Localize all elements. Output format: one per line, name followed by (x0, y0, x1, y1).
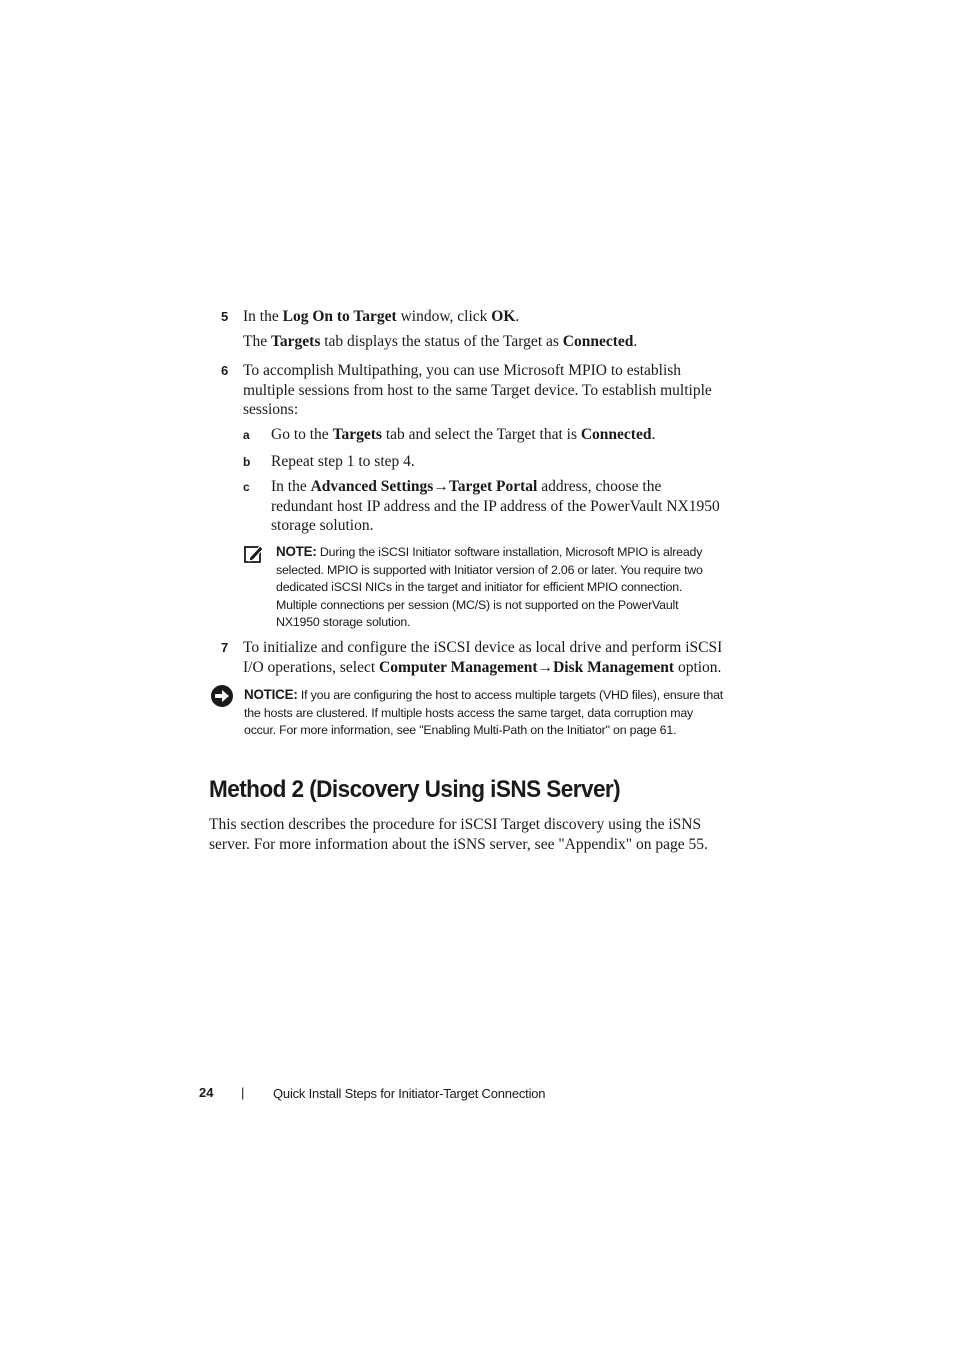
step-6-text: To accomplish Multipathing, you can use Microsoft MPIO to establish multiple sessions from host to the same Target device. To establish multiple sessions: (243, 362, 712, 419)
ok-label: OK (491, 308, 516, 325)
substep-letter-c: c (243, 480, 250, 494)
page-number: 24 (199, 1085, 214, 1100)
notice-text: NOTICE: If you are configuring the host to access multiple targets (VHD files), ensure that the hosts are clustered. If multiple hosts access the same target, data corruption may occur. For more information, see "Enabling Multi-Path on the Initiator" on page 61. (244, 687, 723, 738)
substep-a-text: Go to the Targets tab and select the Target that is Connected. (271, 426, 656, 443)
notice-arrow-icon (210, 684, 234, 708)
step-number-5: 5 (221, 309, 229, 324)
substep-b-text: Repeat step 1 to step 4. (271, 453, 415, 470)
section-body: This section describes the procedure for iSCSI Target discovery using the iSNS server. For more information about the iSNS server, see "Appendix" on page 55. (209, 816, 708, 853)
footer-title: Quick Install Steps for Initiator-Target Connection (273, 1086, 546, 1101)
notice-label: NOTICE: (244, 687, 298, 702)
step-5-text: In the Log On to Target window, click OK. (243, 308, 520, 325)
substep-letter-b: b (243, 455, 251, 469)
note-text: NOTE: During the iSCSI Initiator software installation, Microsoft MPIO is already selected. MPIO is supported with Initiator version of 2.06 or later. You require two dedicated iSCSI NICs in the target and initiator for efficient MPIO connection. Multiple connections per session (MC/S) is not supported on the PowerVault NX1950 storage solution. (276, 544, 703, 630)
log-on-to-target-label: Log On to Target (282, 308, 397, 325)
step-7-text: To initialize and configure the iSCSI device as local drive and perform iSCSI I/O operations, select Computer Management→Disk Management option. (243, 639, 723, 676)
targets-tab-label: Targets (270, 333, 321, 350)
step-number-7: 7 (221, 640, 229, 655)
section-heading: Method 2 (Discovery Using iSNS Server) (209, 776, 621, 803)
advanced-settings-path: Advanced Settings→Target Portal (310, 478, 538, 495)
substep-letter-a: a (243, 428, 250, 442)
step-5-result: The Targets tab displays the status of the Target as Connected. (243, 333, 638, 350)
note-label: NOTE: (276, 544, 317, 559)
footer-separator: | (241, 1085, 245, 1100)
connected-label: Connected (562, 333, 634, 350)
note-pencil-icon (244, 544, 264, 564)
step-number-6: 6 (221, 363, 229, 378)
disk-management-path: Computer Management→Disk Management (379, 658, 675, 676)
substep-c-text: In the Advanced Settings→Target Portal address, choose the redundant host IP address and the IP address of the PowerVault NX1950 storage solution. (271, 478, 720, 535)
